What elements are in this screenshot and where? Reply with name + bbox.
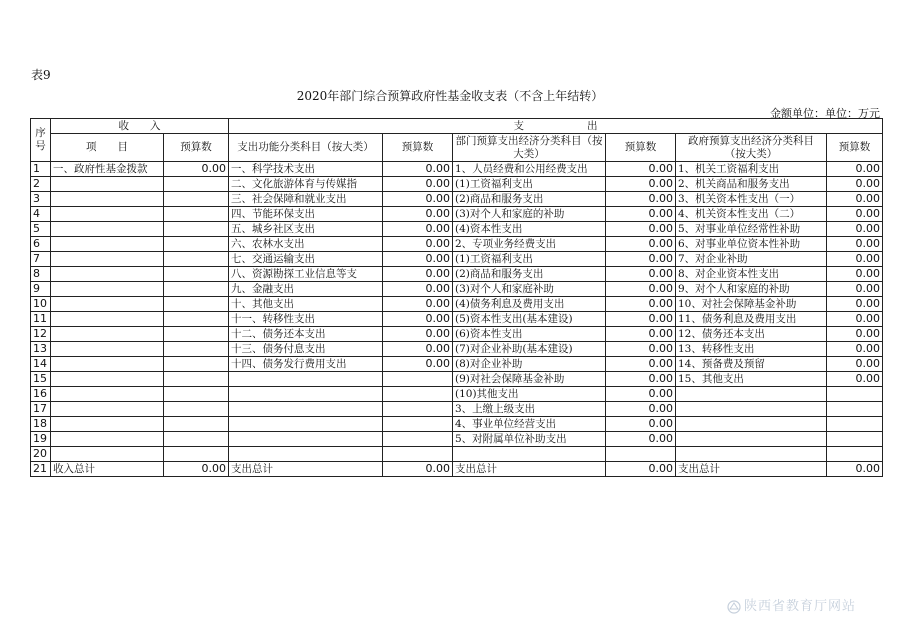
cell-dept-budget: 0.00 [606, 162, 676, 177]
cell-seq: 19 [31, 432, 51, 447]
cell-dept-budget: 0.00 [606, 267, 676, 282]
cell-seq: 5 [31, 222, 51, 237]
cell-func-item: 四、节能环保支出 [229, 207, 383, 222]
table-number: 表9 [31, 68, 51, 82]
cell-income-item [51, 312, 164, 327]
cell-func-item: 十四、债务发行费用支出 [229, 357, 383, 372]
cell-dept-item: (4)债务利息及费用支出 [453, 297, 606, 312]
cell-func-item: 三、社会保障和就业支出 [229, 192, 383, 207]
cell-dept-item: 3、上缴上级支出 [453, 402, 606, 417]
cell-dept-item: (7)对企业补助(基本建设) [453, 342, 606, 357]
cell-income-budget: 0.00 [164, 462, 229, 477]
cell-dept-budget: 0.00 [606, 357, 676, 372]
cell-func-item: 七、交通运输支出 [229, 252, 383, 267]
cell-income-item [51, 342, 164, 357]
cell-seq: 13 [31, 342, 51, 357]
cell-gov-budget: 0.00 [827, 237, 883, 252]
cell-gov-budget: 0.00 [827, 207, 883, 222]
cell-dept-budget: 0.00 [606, 432, 676, 447]
cell-gov-budget [827, 417, 883, 432]
cell-dept-budget [606, 447, 676, 462]
cell-dept-budget: 0.00 [606, 372, 676, 387]
cell-income-budget [164, 447, 229, 462]
cell-gov-budget [827, 432, 883, 447]
table-row [31, 327, 883, 342]
cell-func-item [229, 432, 383, 447]
cell-gov-item: 1、机关工资福利支出 [676, 162, 827, 177]
cell-seq: 11 [31, 312, 51, 327]
cell-func-item [229, 417, 383, 432]
cell-income-budget [164, 192, 229, 207]
amount-unit: 金额单位：单位：万元 [770, 107, 880, 120]
cell-gov-item [676, 402, 827, 417]
cell-income-budget [164, 297, 229, 312]
cell-gov-item: 13、转移性支出 [676, 342, 827, 357]
cell-func-budget: 0.00 [383, 462, 453, 477]
cell-dept-item: 支出总计 [453, 462, 606, 477]
cell-dept-item: (1)工资福利支出 [453, 177, 606, 192]
cell-income-budget [164, 357, 229, 372]
cell-dept-item: (1)工资福利支出 [453, 252, 606, 267]
cell-dept-item: (9)对社会保障基金补助 [453, 372, 606, 387]
cell-dept-item: (2)商品和服务支出 [453, 192, 606, 207]
table-row [31, 177, 883, 192]
cell-func-item: 五、城乡社区支出 [229, 222, 383, 237]
table-row [31, 342, 883, 357]
cell-dept-item: (10)其他支出 [453, 387, 606, 402]
cell-income-item: 一、政府性基金拨款 [51, 162, 164, 177]
cell-func-budget [383, 372, 453, 387]
cell-func-budget [383, 417, 453, 432]
cell-dept-item: (5)资本性支出(基本建设) [453, 312, 606, 327]
cell-func-budget [383, 447, 453, 462]
cell-income-item [51, 387, 164, 402]
cell-income-item [51, 177, 164, 192]
cell-gov-item: 7、对企业补助 [676, 252, 827, 267]
cell-func-item: 一、科学技术支出 [229, 162, 383, 177]
table-row [31, 387, 883, 402]
cell-dept-item: (3)对个人和家庭补助 [453, 282, 606, 297]
cell-func-item [229, 387, 383, 402]
cell-seq: 18 [31, 417, 51, 432]
table-row [31, 192, 883, 207]
cell-gov-item: 15、其他支出 [676, 372, 827, 387]
cell-dept-budget: 0.00 [606, 312, 676, 327]
page-title: 2020年部门综合预算政府性基金收支表（不含上年结转） [296, 89, 604, 103]
cell-dept-item: 5、对附属单位补助支出 [453, 432, 606, 447]
cell-seq: 4 [31, 207, 51, 222]
cell-func-budget: 0.00 [383, 207, 453, 222]
cell-gov-item [676, 447, 827, 462]
cell-income-budget [164, 372, 229, 387]
cell-income-budget [164, 177, 229, 192]
cell-income-item [51, 207, 164, 222]
cell-func-budget: 0.00 [383, 222, 453, 237]
cell-gov-budget: 0.00 [827, 327, 883, 342]
cell-gov-item: 8、对企业资本性支出 [676, 267, 827, 282]
cell-func-budget: 0.00 [383, 237, 453, 252]
cell-func-budget: 0.00 [383, 357, 453, 372]
cell-income-item [51, 267, 164, 282]
cell-dept-item [453, 447, 606, 462]
table-row [31, 237, 883, 252]
cell-income-item [51, 222, 164, 237]
cell-income-item [51, 447, 164, 462]
cell-func-budget: 0.00 [383, 192, 453, 207]
cell-dept-item: (6)资本性支出 [453, 327, 606, 342]
cell-seq: 17 [31, 402, 51, 417]
cell-func-item [229, 447, 383, 462]
cell-seq: 16 [31, 387, 51, 402]
table-row [31, 162, 883, 177]
cell-gov-budget [827, 447, 883, 462]
cell-income-budget [164, 417, 229, 432]
cell-gov-item [676, 432, 827, 447]
cell-income-budget [164, 342, 229, 357]
cell-seq: 7 [31, 252, 51, 267]
cell-seq: 21 [31, 462, 51, 477]
cell-dept-budget: 0.00 [606, 177, 676, 192]
cell-income-item [51, 372, 164, 387]
header-budget-func: 预算数 [383, 134, 453, 162]
header-row-sub [31, 134, 883, 162]
cell-func-budget: 0.00 [383, 342, 453, 357]
cell-income-item [51, 327, 164, 342]
cell-func-item: 支出总计 [229, 462, 383, 477]
cell-func-item [229, 372, 383, 387]
budget-table [30, 118, 883, 477]
cell-func-budget [383, 432, 453, 447]
cell-func-budget: 0.00 [383, 162, 453, 177]
cell-func-budget: 0.00 [383, 297, 453, 312]
cell-func-budget [383, 387, 453, 402]
cell-gov-budget: 0.00 [827, 462, 883, 477]
cell-seq: 12 [31, 327, 51, 342]
watermark-text: 陕西省教育厅网站 [743, 599, 856, 614]
cell-gov-budget: 0.00 [827, 342, 883, 357]
header-expense: 支 出 [229, 119, 883, 134]
header-row-top [31, 119, 883, 134]
cell-dept-budget: 0.00 [606, 237, 676, 252]
cell-gov-item: 3、机关资本性支出（一） [676, 192, 827, 207]
cell-seq: 3 [31, 192, 51, 207]
cell-income-item [51, 417, 164, 432]
cell-dept-budget: 0.00 [606, 387, 676, 402]
header-func-category: 支出功能分类科目（按大类） [229, 134, 383, 162]
cell-income-item [51, 297, 164, 312]
table-row [31, 282, 883, 297]
cell-dept-budget: 0.00 [606, 417, 676, 432]
header-income: 收 入 [51, 119, 229, 134]
cell-seq: 8 [31, 267, 51, 282]
cell-gov-item [676, 417, 827, 432]
cell-dept-item: (2)商品和服务支出 [453, 267, 606, 282]
cell-dept-budget: 0.00 [606, 252, 676, 267]
cell-seq: 15 [31, 372, 51, 387]
table-row [31, 462, 883, 477]
cell-func-item: 十三、债务付息支出 [229, 342, 383, 357]
table-row [31, 267, 883, 282]
table-row [31, 447, 883, 462]
cell-income-budget [164, 252, 229, 267]
cell-dept-budget: 0.00 [606, 222, 676, 237]
cell-func-budget: 0.00 [383, 252, 453, 267]
cell-income-budget [164, 222, 229, 237]
header-budget-dept: 预算数 [606, 134, 676, 162]
cell-income-item [51, 432, 164, 447]
cell-income-budget [164, 282, 229, 297]
cell-income-item [51, 357, 164, 372]
cell-gov-budget [827, 387, 883, 402]
cell-seq: 2 [31, 177, 51, 192]
cell-income-budget [164, 432, 229, 447]
table-row [31, 357, 883, 372]
cell-func-item: 六、农林水支出 [229, 237, 383, 252]
cell-income-item [51, 192, 164, 207]
cell-func-budget [383, 402, 453, 417]
cell-func-budget: 0.00 [383, 327, 453, 342]
cell-func-budget: 0.00 [383, 177, 453, 192]
cell-dept-item: (4)资本性支出 [453, 222, 606, 237]
table-row [31, 432, 883, 447]
cell-func-budget: 0.00 [383, 267, 453, 282]
cell-gov-budget: 0.00 [827, 267, 883, 282]
cell-income-budget [164, 312, 229, 327]
cell-func-item: 十二、债务还本支出 [229, 327, 383, 342]
watermark-logo-icon [727, 600, 741, 614]
watermark [727, 595, 856, 614]
cell-dept-budget: 0.00 [606, 207, 676, 222]
table-row [31, 312, 883, 327]
cell-gov-budget: 0.00 [827, 162, 883, 177]
cell-dept-budget: 0.00 [606, 462, 676, 477]
cell-income-item [51, 237, 164, 252]
cell-func-item: 八、资源勘探工业信息等支 [229, 267, 383, 282]
cell-dept-budget: 0.00 [606, 282, 676, 297]
cell-gov-item: 12、债务还本支出 [676, 327, 827, 342]
cell-dept-item: (8)对企业补助 [453, 357, 606, 372]
cell-func-item [229, 402, 383, 417]
header-item: 项 目 [51, 134, 164, 162]
cell-seq: 10 [31, 297, 51, 312]
header-gov-econ-category: 政府预算支出经济分类科目（按大类） [676, 134, 827, 162]
cell-gov-item: 11、债务利息及费用支出 [676, 312, 827, 327]
cell-gov-item [676, 387, 827, 402]
cell-dept-budget: 0.00 [606, 192, 676, 207]
cell-gov-budget: 0.00 [827, 192, 883, 207]
cell-dept-budget: 0.00 [606, 342, 676, 357]
cell-gov-item: 9、对个人和家庭的补助 [676, 282, 827, 297]
cell-func-item: 二、文化旅游体育与传媒指 [229, 177, 383, 192]
cell-income-budget [164, 267, 229, 282]
cell-gov-budget: 0.00 [827, 282, 883, 297]
header-budget-income: 预算数 [164, 134, 229, 162]
cell-gov-budget: 0.00 [827, 357, 883, 372]
cell-gov-budget: 0.00 [827, 222, 883, 237]
cell-gov-item: 14、预备费及预留 [676, 357, 827, 372]
table-row [31, 417, 883, 432]
cell-dept-budget: 0.00 [606, 327, 676, 342]
cell-income-budget [164, 402, 229, 417]
cell-func-item: 十一、转移性支出 [229, 312, 383, 327]
cell-gov-budget [827, 402, 883, 417]
cell-gov-item: 4、机关资本性支出（二） [676, 207, 827, 222]
cell-gov-item: 6、对事业单位资本性补助 [676, 237, 827, 252]
table-row [31, 297, 883, 312]
cell-gov-item: 10、对社会保障基金补助 [676, 297, 827, 312]
cell-dept-item: 4、事业单位经营支出 [453, 417, 606, 432]
cell-income-item [51, 402, 164, 417]
cell-seq: 6 [31, 237, 51, 252]
cell-gov-budget: 0.00 [827, 297, 883, 312]
cell-gov-budget: 0.00 [827, 252, 883, 267]
cell-income-budget [164, 387, 229, 402]
cell-seq: 1 [31, 162, 51, 177]
cell-gov-item: 2、机关商品和服务支出 [676, 177, 827, 192]
cell-gov-budget: 0.00 [827, 177, 883, 192]
table-row [31, 222, 883, 237]
cell-income-budget [164, 237, 229, 252]
cell-income-budget [164, 207, 229, 222]
cell-seq: 9 [31, 282, 51, 297]
cell-dept-budget: 0.00 [606, 402, 676, 417]
cell-gov-item: 支出总计 [676, 462, 827, 477]
cell-income-budget: 0.00 [164, 162, 229, 177]
header-seq: 序号 [31, 119, 51, 162]
cell-func-item: 九、金融支出 [229, 282, 383, 297]
header-dept-econ-category: 部门预算支出经济分类科目（按大类） [453, 134, 606, 162]
cell-func-budget: 0.00 [383, 312, 453, 327]
cell-seq: 14 [31, 357, 51, 372]
cell-dept-item: (3)对个人和家庭的补助 [453, 207, 606, 222]
table-row [31, 252, 883, 267]
cell-income-item: 收入总计 [51, 462, 164, 477]
cell-dept-item: 1、人员经费和公用经费支出 [453, 162, 606, 177]
table-row [31, 207, 883, 222]
header-budget-gov: 预算数 [827, 134, 883, 162]
cell-gov-budget: 0.00 [827, 372, 883, 387]
cell-func-budget: 0.00 [383, 282, 453, 297]
cell-gov-budget: 0.00 [827, 312, 883, 327]
cell-income-item [51, 282, 164, 297]
cell-income-budget [164, 327, 229, 342]
cell-seq: 20 [31, 447, 51, 462]
cell-dept-item: 2、专项业务经费支出 [453, 237, 606, 252]
table-row [31, 372, 883, 387]
cell-income-item [51, 252, 164, 267]
cell-gov-item: 5、对事业单位经常性补助 [676, 222, 827, 237]
cell-dept-budget: 0.00 [606, 297, 676, 312]
cell-func-item: 十、其他支出 [229, 297, 383, 312]
table-row [31, 402, 883, 417]
